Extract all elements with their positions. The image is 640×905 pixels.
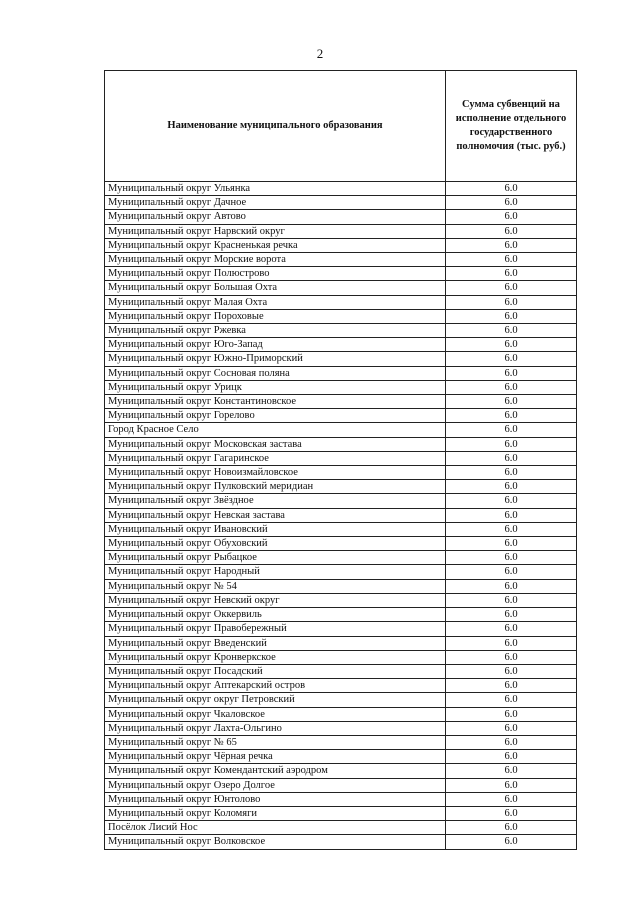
municipality-name-cell: Город Красное Село xyxy=(105,423,446,437)
table-row xyxy=(105,679,577,693)
table-row xyxy=(105,338,577,352)
subvention-sum-cell: 6.0 xyxy=(446,451,577,465)
municipality-name-cell: Муниципальный округ Морские ворота xyxy=(105,253,446,267)
subvention-sum-cell: 6.0 xyxy=(446,636,577,650)
subvention-sum-cell: 6.0 xyxy=(446,182,577,196)
subvention-sum-cell: 6.0 xyxy=(446,664,577,678)
table-row xyxy=(105,380,577,394)
subvention-sum-cell: 6.0 xyxy=(446,792,577,806)
municipality-name-cell: Муниципальный округ Урицк xyxy=(105,380,446,394)
table-row xyxy=(105,352,577,366)
table-row xyxy=(105,196,577,210)
subvention-sum-cell: 6.0 xyxy=(446,423,577,437)
table-row xyxy=(105,778,577,792)
table-row xyxy=(105,295,577,309)
municipality-name-cell: Муниципальный округ Чкаловское xyxy=(105,707,446,721)
municipality-name-cell: Муниципальный округ Правобережный xyxy=(105,622,446,636)
table-row xyxy=(105,522,577,536)
subvention-sum-cell: 6.0 xyxy=(446,537,577,551)
municipality-name-cell: Муниципальный округ Посадский xyxy=(105,664,446,678)
subvention-sum-cell: 6.0 xyxy=(446,324,577,338)
municipality-name-cell: Муниципальный округ Автово xyxy=(105,210,446,224)
table-row xyxy=(105,792,577,806)
subvention-sum-cell: 6.0 xyxy=(446,437,577,451)
municipality-name-cell: Муниципальный округ Обуховский xyxy=(105,537,446,551)
header-sum-column: Сумма субвенций на исполнение отдельного государственного полномочия (тыс. руб.) xyxy=(446,71,577,182)
municipality-name-cell: Муниципальный округ Пулковский меридиан xyxy=(105,480,446,494)
subvention-sum-cell: 6.0 xyxy=(446,551,577,565)
table-row xyxy=(105,650,577,664)
subvention-sum-cell: 6.0 xyxy=(446,764,577,778)
table-row xyxy=(105,565,577,579)
subvention-sum-cell: 6.0 xyxy=(446,395,577,409)
municipality-name-cell: Муниципальный округ Юнтолово xyxy=(105,792,446,806)
municipality-name-cell: Муниципальный округ Невская застава xyxy=(105,508,446,522)
table-row xyxy=(105,437,577,451)
subvention-sum-cell: 6.0 xyxy=(446,366,577,380)
table-row xyxy=(105,409,577,423)
table-row xyxy=(105,281,577,295)
municipality-name-cell: Муниципальный округ Рыбацкое xyxy=(105,551,446,565)
subvention-sum-cell: 6.0 xyxy=(446,295,577,309)
subvention-sum-cell: 6.0 xyxy=(446,210,577,224)
municipality-name-cell: Муниципальный округ Большая Охта xyxy=(105,281,446,295)
table-row xyxy=(105,835,577,849)
table-row xyxy=(105,267,577,281)
table-row xyxy=(105,423,577,437)
subvention-sum-cell: 6.0 xyxy=(446,409,577,423)
municipality-name-cell: Муниципальный округ Звёздное xyxy=(105,494,446,508)
table-row xyxy=(105,537,577,551)
table-row xyxy=(105,224,577,238)
table-row xyxy=(105,693,577,707)
subvention-sum-cell: 6.0 xyxy=(446,267,577,281)
municipality-name-cell: Муниципальный округ № 54 xyxy=(105,579,446,593)
table-row xyxy=(105,238,577,252)
subvention-sum-cell: 6.0 xyxy=(446,224,577,238)
subvention-sum-cell: 6.0 xyxy=(446,806,577,820)
municipality-name-cell: Муниципальный округ Аптекарский остров xyxy=(105,679,446,693)
subvention-sum-cell: 6.0 xyxy=(446,309,577,323)
subvention-sum-cell: 6.0 xyxy=(446,480,577,494)
table-row xyxy=(105,210,577,224)
municipality-name-cell: Муниципальный округ Нарвский округ xyxy=(105,224,446,238)
municipality-name-cell: Муниципальный округ Московская застава xyxy=(105,437,446,451)
subvention-sum-cell: 6.0 xyxy=(446,679,577,693)
table-row xyxy=(105,508,577,522)
municipality-name-cell: Муниципальный округ Красненькая речка xyxy=(105,238,446,252)
municipality-name-cell: Муниципальный округ Полюстрово xyxy=(105,267,446,281)
municipality-name-cell: Муниципальный округ Ульянка xyxy=(105,182,446,196)
table-row xyxy=(105,324,577,338)
municipality-name-cell: Муниципальный округ Ивановский xyxy=(105,522,446,536)
table-row xyxy=(105,721,577,735)
municipality-name-cell: Муниципальный округ Оккервиль xyxy=(105,608,446,622)
subvention-sum-cell: 6.0 xyxy=(446,338,577,352)
table-row xyxy=(105,806,577,820)
table-row xyxy=(105,608,577,622)
table-row xyxy=(105,735,577,749)
table-row xyxy=(105,253,577,267)
table-row xyxy=(105,622,577,636)
municipality-name-cell: Муниципальный округ Коломяги xyxy=(105,806,446,820)
municipality-name-cell: Муниципальный округ Юго-Запад xyxy=(105,338,446,352)
table-row xyxy=(105,636,577,650)
municipality-name-cell: Муниципальный округ Введенский xyxy=(105,636,446,650)
subvention-sum-cell: 6.0 xyxy=(446,608,577,622)
table-row xyxy=(105,480,577,494)
table-row xyxy=(105,494,577,508)
municipality-name-cell: Муниципальный округ Новоизмайловское xyxy=(105,466,446,480)
subvention-sum-cell: 6.0 xyxy=(446,707,577,721)
subvention-sum-cell: 6.0 xyxy=(446,622,577,636)
municipality-name-cell: Муниципальный округ № 65 xyxy=(105,735,446,749)
table-row xyxy=(105,551,577,565)
municipality-name-cell: Муниципальный округ Дачное xyxy=(105,196,446,210)
table-row xyxy=(105,579,577,593)
table-header-row xyxy=(105,71,577,182)
subvention-sum-cell: 6.0 xyxy=(446,565,577,579)
subvention-sum-cell: 6.0 xyxy=(446,466,577,480)
subvention-table xyxy=(104,70,577,850)
subvention-sum-cell: 6.0 xyxy=(446,238,577,252)
subvention-sum-cell: 6.0 xyxy=(446,508,577,522)
subvention-sum-cell: 6.0 xyxy=(446,593,577,607)
municipality-name-cell: Муниципальный округ Лахта-Ольгино xyxy=(105,721,446,735)
subvention-sum-cell: 6.0 xyxy=(446,821,577,835)
municipality-name-cell: Муниципальный округ Пороховые xyxy=(105,309,446,323)
municipality-name-cell: Муниципальный округ Чёрная речка xyxy=(105,750,446,764)
table-row xyxy=(105,707,577,721)
table-row xyxy=(105,821,577,835)
table-row xyxy=(105,764,577,778)
table-row xyxy=(105,750,577,764)
subvention-sum-cell: 6.0 xyxy=(446,281,577,295)
page-number: 2 xyxy=(316,46,324,61)
table-row xyxy=(105,466,577,480)
municipality-name-cell: Муниципальный округ Южно-Приморский xyxy=(105,352,446,366)
table-body xyxy=(105,182,577,850)
municipality-name-cell: Муниципальный округ Кронверкское xyxy=(105,650,446,664)
subvention-sum-cell: 6.0 xyxy=(446,835,577,849)
table-row xyxy=(105,182,577,196)
subvention-sum-cell: 6.0 xyxy=(446,721,577,735)
municipality-name-cell: Посёлок Лисий Нос xyxy=(105,821,446,835)
table-row xyxy=(105,593,577,607)
municipality-name-cell: Муниципальный округ Комендантский аэродром xyxy=(105,764,446,778)
subvention-sum-cell: 6.0 xyxy=(446,693,577,707)
table-row xyxy=(105,451,577,465)
subvention-sum-cell: 6.0 xyxy=(446,196,577,210)
municipality-name-cell: Муниципальный округ округ Петровский xyxy=(105,693,446,707)
header-name-column: Наименование муниципального образования xyxy=(105,71,446,182)
municipality-name-cell: Муниципальный округ Народный xyxy=(105,565,446,579)
municipality-name-cell: Муниципальный округ Сосновая поляна xyxy=(105,366,446,380)
municipality-name-cell: Муниципальный округ Невский округ xyxy=(105,593,446,607)
subvention-sum-cell: 6.0 xyxy=(446,750,577,764)
municipality-name-cell: Муниципальный округ Волковское xyxy=(105,835,446,849)
municipality-name-cell: Муниципальный округ Гагаринское xyxy=(105,451,446,465)
table-row xyxy=(105,395,577,409)
subvention-sum-cell: 6.0 xyxy=(446,735,577,749)
municipality-name-cell: Муниципальный округ Малая Охта xyxy=(105,295,446,309)
subvention-sum-cell: 6.0 xyxy=(446,253,577,267)
table-row xyxy=(105,309,577,323)
subvention-sum-cell: 6.0 xyxy=(446,522,577,536)
municipality-name-cell: Муниципальный округ Ржевка xyxy=(105,324,446,338)
municipality-name-cell: Муниципальный округ Константиновское xyxy=(105,395,446,409)
subvention-sum-cell: 6.0 xyxy=(446,494,577,508)
subvention-sum-cell: 6.0 xyxy=(446,650,577,664)
municipality-name-cell: Муниципальный округ Горелово xyxy=(105,409,446,423)
municipality-name-cell: Муниципальный округ Озеро Долгое xyxy=(105,778,446,792)
table-row xyxy=(105,664,577,678)
table-row xyxy=(105,366,577,380)
subvention-sum-cell: 6.0 xyxy=(446,352,577,366)
subvention-sum-cell: 6.0 xyxy=(446,380,577,394)
subvention-sum-cell: 6.0 xyxy=(446,778,577,792)
subvention-sum-cell: 6.0 xyxy=(446,579,577,593)
